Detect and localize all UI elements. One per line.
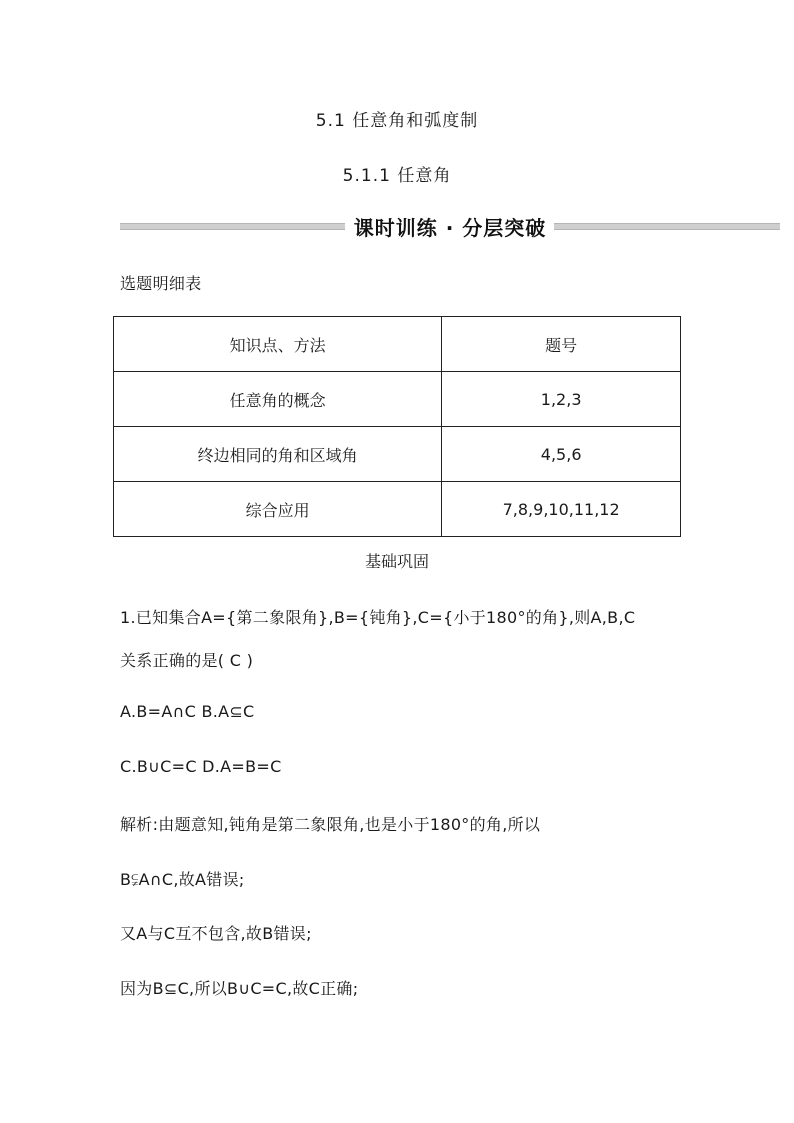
table-cell: 任意角的概念 <box>114 372 442 427</box>
table-cell: 4,5,6 <box>442 427 681 482</box>
section-title: 5.1 任意角和弧度制 <box>315 111 479 131</box>
table-header-cell: 题号 <box>442 317 681 372</box>
question-options-line: A.B=A∩C B.A⊆C <box>120 702 255 721</box>
table-cell: 7,8,9,10,11,12 <box>442 482 681 537</box>
banner-rule-left <box>120 223 345 230</box>
table-row <box>114 427 681 482</box>
table-cell: 1,2,3 <box>442 372 681 427</box>
subsection-title: 5.1.1 任意角 <box>342 166 452 186</box>
question-options-line: C.B∪C=C D.A=B=C <box>120 757 282 776</box>
analysis-line: 因为B⊆C,所以B∪C=C,故C正确; <box>120 979 359 998</box>
table-row <box>114 372 681 427</box>
question-stem-line: 1.已知集合A={第二象限角},B={钝角},C={小于180°的角},则A,B,C <box>120 608 636 627</box>
analysis-line: 解析:由题意知,钝角是第二象限角,也是小于180°的角,所以 <box>120 815 541 834</box>
analysis-line: B⫋A∩C,故A错误; <box>120 870 245 889</box>
practice-banner <box>120 212 780 238</box>
table-cell: 终边相同的角和区域角 <box>114 427 442 482</box>
table-header-row <box>114 317 681 372</box>
table-cell: 综合应用 <box>114 482 442 537</box>
analysis-line: 又A与C互不包含,故B错误; <box>120 924 312 943</box>
table-title: 选题明细表 <box>120 274 202 293</box>
question-stem-line: 关系正确的是( C ) <box>120 651 254 670</box>
banner-rule-right <box>554 223 780 230</box>
table-header-cell: 知识点、方法 <box>114 317 442 372</box>
table-row <box>114 482 681 537</box>
section-label: 基础巩固 <box>364 552 429 571</box>
topic-table <box>113 316 681 537</box>
banner-label: 课时训练 · 分层突破 <box>353 216 547 240</box>
